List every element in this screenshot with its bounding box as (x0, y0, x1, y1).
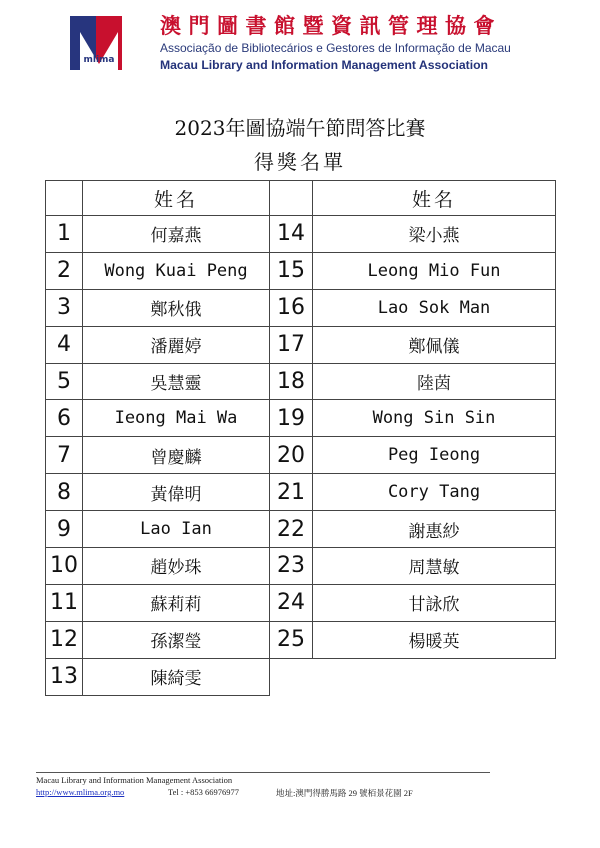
footer-tel: Tel : +853 66976977 (168, 787, 240, 797)
table-header-name-right: 姓名 (313, 181, 556, 216)
winner-name-left: 鄭秋俄 (83, 289, 270, 326)
table-row (46, 326, 556, 363)
table-row (46, 658, 556, 695)
table-row (46, 548, 556, 585)
table-header-row (46, 181, 556, 216)
winner-name-left: Lao Ian (83, 511, 270, 548)
winner-number-right: 20 (270, 437, 313, 474)
winner-number-right: 19 (270, 400, 313, 437)
table-header-num-left (46, 181, 83, 216)
logo-text: mlima (83, 55, 115, 65)
footer-contact (36, 787, 413, 798)
winner-number-left: 9 (46, 511, 83, 548)
winner-number-right: 22 (270, 511, 313, 548)
table-header-name-left: 姓名 (83, 181, 270, 216)
winner-number-right: 25 (270, 621, 313, 658)
winner-number-right: 24 (270, 584, 313, 621)
table-row (46, 437, 556, 474)
table-row (46, 474, 556, 511)
winner-name-left: 曾慶麟 (83, 437, 270, 474)
winner-name-left: Wong Kuai Peng (83, 252, 270, 289)
winner-name-right: 甘詠欣 (313, 584, 556, 621)
winner-number-left: 6 (46, 400, 83, 437)
footer-org: Macau Library and Information Management Association (36, 775, 233, 785)
footer-url-link[interactable]: http://www.mlima.org.mo (36, 787, 125, 797)
winner-number-right: 17 (270, 326, 313, 363)
footer-divider (36, 772, 490, 773)
winner-name-left: 黃偉明 (83, 474, 270, 511)
winner-name-left: 蘇莉莉 (83, 584, 270, 621)
winner-number-left: 7 (46, 437, 83, 474)
page-subtitle: 得獎名單 (254, 150, 346, 174)
winner-name-left: 孫潔瑩 (83, 621, 270, 658)
table-row (46, 363, 556, 400)
winner-number-left: 5 (46, 363, 83, 400)
table-header-num-right (270, 181, 313, 216)
winner-name-right: 謝惠紗 (313, 511, 556, 548)
footer-address: 地址:澳門得勝馬路 29 號栢景花園 2F (276, 788, 413, 798)
table-row (46, 252, 556, 289)
table-row (46, 511, 556, 548)
winner-name-right: Leong Mio Fun (313, 252, 556, 289)
winner-number-right: 14 (270, 216, 313, 253)
empty-cell (270, 658, 313, 695)
winner-name-right: 陸茵 (313, 363, 556, 400)
page-title: 2023年圖協端午節問答比賽 (174, 116, 426, 140)
winner-number-left: 12 (46, 621, 83, 658)
org-name-en: Macau Library and Information Management Association (160, 58, 488, 72)
winner-number-left: 2 (46, 252, 83, 289)
winner-name-left: 趙妙珠 (83, 548, 270, 585)
winner-number-left: 3 (46, 289, 83, 326)
org-name-zh: 澳門圖書館暨資訊管理協會 (160, 13, 502, 38)
winner-number-left: 4 (46, 326, 83, 363)
winner-number-left: 1 (46, 216, 83, 253)
winner-number-left: 13 (46, 658, 83, 695)
empty-cell (313, 658, 556, 695)
winner-name-left: 陳綺雯 (83, 658, 270, 695)
org-name-pt: Associação de Bibliotecários e Gestores de Informação de Macau (160, 41, 511, 55)
winner-number-right: 16 (270, 289, 313, 326)
winner-name-right: Wong Sin Sin (313, 400, 556, 437)
winner-name-right: 梁小燕 (313, 216, 556, 253)
table-row (46, 289, 556, 326)
table-row (46, 584, 556, 621)
winner-name-left: 何嘉燕 (83, 216, 270, 253)
mlima-logo (66, 12, 132, 74)
winner-name-left: 吳慧靈 (83, 363, 270, 400)
winner-number-left: 10 (46, 548, 83, 585)
winner-number-left: 11 (46, 584, 83, 621)
winner-number-left: 8 (46, 474, 83, 511)
winner-name-right: 周慧敏 (313, 548, 556, 585)
table-row (46, 216, 556, 253)
winner-name-left: Ieong Mai Wa (83, 400, 270, 437)
winner-number-right: 15 (270, 252, 313, 289)
winner-name-right: 楊暖英 (313, 621, 556, 658)
winner-number-right: 18 (270, 363, 313, 400)
winner-number-right: 23 (270, 548, 313, 585)
winner-name-right: Peg Ieong (313, 437, 556, 474)
winners-table (45, 180, 556, 696)
winner-name-right: Lao Sok Man (313, 289, 556, 326)
table-row (46, 400, 556, 437)
winner-name-right: 鄭佩儀 (313, 326, 556, 363)
table-row (46, 621, 556, 658)
winner-name-right: Cory Tang (313, 474, 556, 511)
winner-number-right: 21 (270, 474, 313, 511)
winner-name-left: 潘麗婷 (83, 326, 270, 363)
